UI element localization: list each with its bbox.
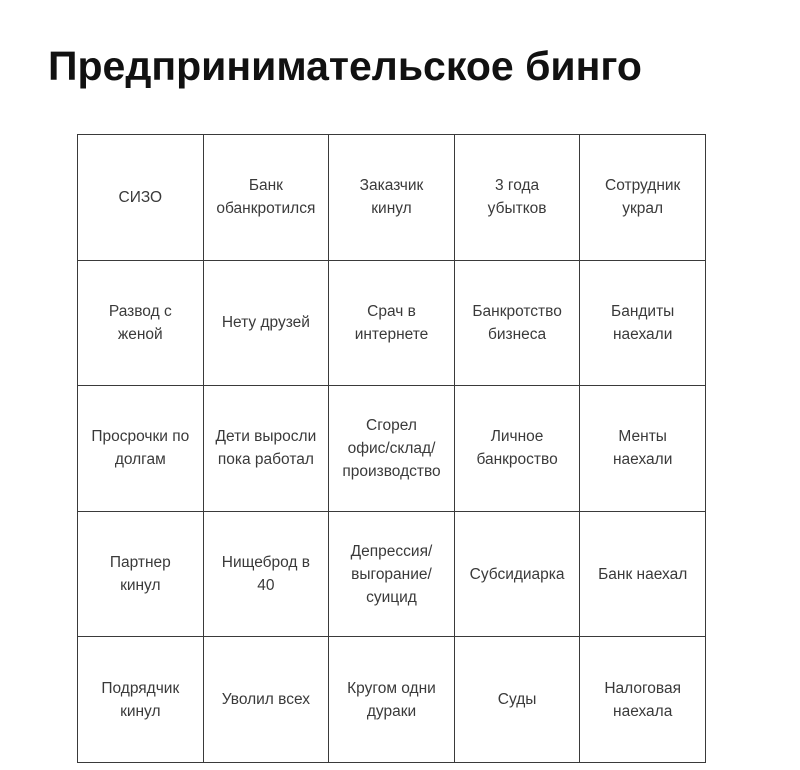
bingo-cell [455,135,581,261]
bingo-cell-label: Нету друзей [221,314,310,332]
bingo-cell-label: Нищеброд в 40 [221,554,311,595]
bingo-cell [204,512,330,638]
bingo-cell [455,261,581,387]
bingo-cell-label: Налоговая наехала [604,679,682,720]
bingo-cell-label: 3 года убытков [487,177,547,218]
bingo-cell [204,637,330,763]
bingo-cell [329,637,455,763]
bingo-cell-label: Банк обанкротился [216,177,316,218]
bingo-cell-label: Подрядчик кинул [101,679,180,720]
bingo-cell [580,135,706,261]
bingo-cell-label: Менты наехали [613,428,673,469]
bingo-cell [580,261,706,387]
bingo-cell-label: Депрессия/ выгорание/ суицид [350,542,433,606]
bingo-cell-label: Просрочки по долгам [91,428,190,469]
bingo-cell-label: Суды [497,691,537,709]
bingo-cell-label: Развод с женой [108,302,172,343]
bingo-cell [78,637,204,763]
bingo-cell [78,512,204,638]
bingo-cell-label: Уволил всех [221,691,310,709]
bingo-cell-label: Субсидиарка [469,565,565,583]
bingo-cell-label: Дети выросли пока работал [215,428,317,469]
bingo-cell [455,386,581,512]
bingo-cell-label: Кругом одни дураки [347,679,436,720]
bingo-cell-label: СИЗО [118,188,163,206]
bingo-cell [204,261,330,387]
bingo-cell [204,386,330,512]
bingo-cell-label: Банк наехал [598,565,688,583]
bingo-cell-label: Срач в интернете [354,302,429,343]
bingo-cell-label: Заказчик кинул [359,177,424,218]
bingo-cell [455,512,581,638]
bingo-cell [78,261,204,387]
bingo-cell-label: Банкротство бизнеса [472,302,562,343]
page-title: Предпринимательское бинго [48,43,642,89]
bingo-cell-label: Бандиты наехали [611,302,675,343]
bingo-cell [78,135,204,261]
bingo-cell [204,135,330,261]
bingo-cell-label: Личное банкроство [476,428,558,469]
bingo-cell [329,135,455,261]
bingo-cell [455,637,581,763]
bingo-cell-label: Партнер кинул [109,554,171,595]
bingo-cell-label: Сгорел офис/склад/ производство [342,416,441,480]
bingo-cell [78,386,204,512]
bingo-cell [329,261,455,387]
bingo-cell [580,386,706,512]
bingo-cell [580,512,706,638]
bingo-cell-label: Сотрудник украл [605,177,681,218]
bingo-cell [329,386,455,512]
bingo-cell [580,637,706,763]
bingo-grid [77,134,706,763]
bingo-cell [329,512,455,638]
